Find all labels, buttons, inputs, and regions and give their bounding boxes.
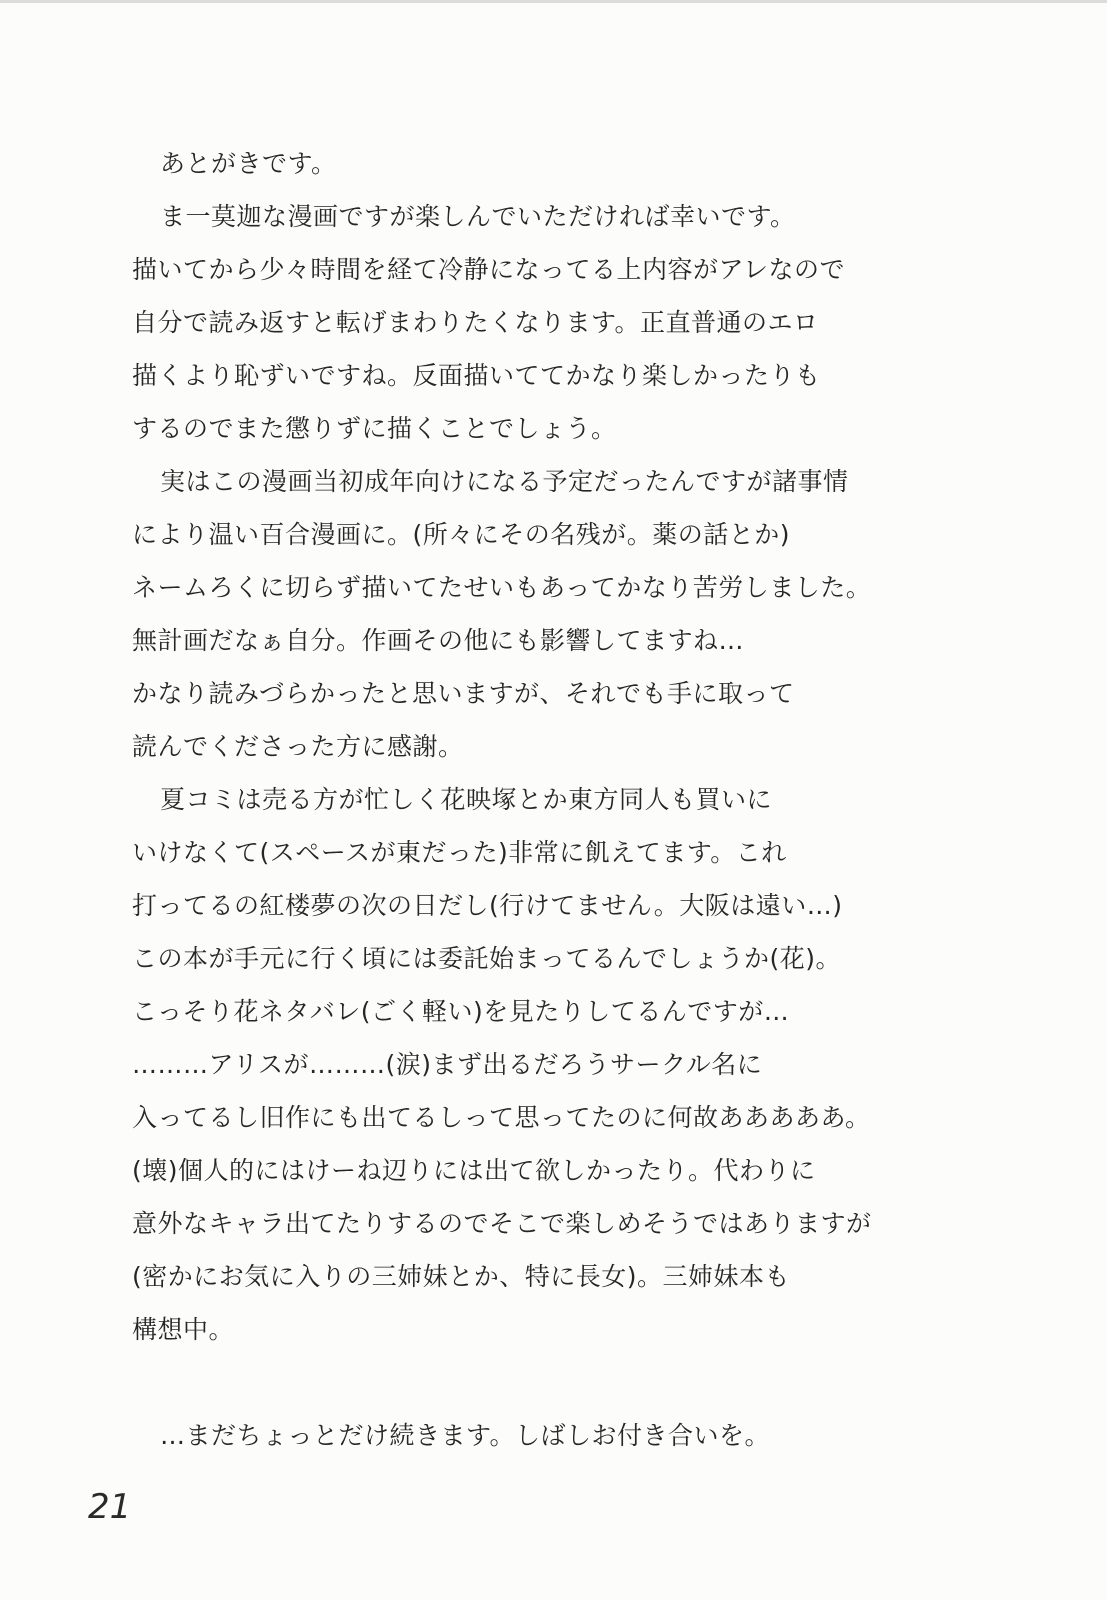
afterword-line: 入ってるし旧作にも出てるしって思ってたのに何故あああああ。 (132, 1103, 871, 1132)
afterword-line: するのでまた懲りずに描くことでしょう。 (132, 414, 617, 443)
afterword-line: (壊)個人的にはけーね辺りには出て欲しかったり。代わりに (132, 1156, 816, 1185)
afterword-line: 描いてから少々時間を経て冷静になってる上内容がアレなので (132, 255, 846, 284)
afterword-text (132, 145, 1032, 1470)
afterword-line: 意外なキャラ出てたりするのでそこで楽しめそうではありますが (132, 1209, 872, 1238)
afterword-line: 構想中。 (132, 1315, 235, 1344)
afterword-line: (密かにお気に入りの三姉妹とか、特に長女)。三姉妹本も (132, 1262, 791, 1291)
afterword-line: 夏コミは売る方が忙しく花映塚とか東方同人も買いに (160, 785, 773, 814)
afterword-line: いけなくて(スペースが東だった)非常に飢えてます。これ (132, 838, 787, 867)
afterword-line: 読んでくださった方に感謝。 (132, 732, 464, 761)
afterword-line: 描くより恥ずいですね。反面描いててかなり楽しかったりも (132, 361, 821, 390)
afterword-blank-line (132, 1364, 1032, 1417)
afterword-line: 無計画だなぁ自分。作画その他にも影響してますね… (132, 626, 745, 655)
afterword-line: 実はこの漫画当初成年向けになる予定だったんですが諸事情 (160, 467, 849, 496)
afterword-line: かなり読みづらかったと思いますが、それでも手に取って (132, 679, 795, 708)
afterword-line: により温い百合漫画に。(所々にその名残が。薬の話とか) (132, 520, 791, 549)
afterword-line: あとがきです。 (160, 149, 337, 178)
afterword-line: この本が手元に行く頃には委託始まってるんでしょうか(花)。 (132, 944, 842, 973)
afterword-line: ネームろくに切らず描いてたせいもあってかなり苦労しました。 (132, 573, 872, 602)
afterword-line: 打ってるの紅楼夢の次の日だし(行けてません。大阪は遠い…) (132, 891, 843, 920)
afterword-line: ………アリスが………(涙)まず出るだろうサークル名に (132, 1050, 763, 1079)
afterword-line: …まだちょっとだけ続きます。しばしお付き合いを。 (160, 1421, 771, 1450)
afterword-line: こっそり花ネタバレ(ごく軽い)を見たりしてるんですが… (132, 997, 790, 1026)
page-number: 21 (88, 1487, 132, 1527)
afterword-line: ま一莫迦な漫画ですが楽しんでいただければ幸いです。 (160, 202, 796, 231)
afterword-line: 自分で読み返すと転げまわりたくなります。正直普通のエロ (132, 308, 819, 337)
